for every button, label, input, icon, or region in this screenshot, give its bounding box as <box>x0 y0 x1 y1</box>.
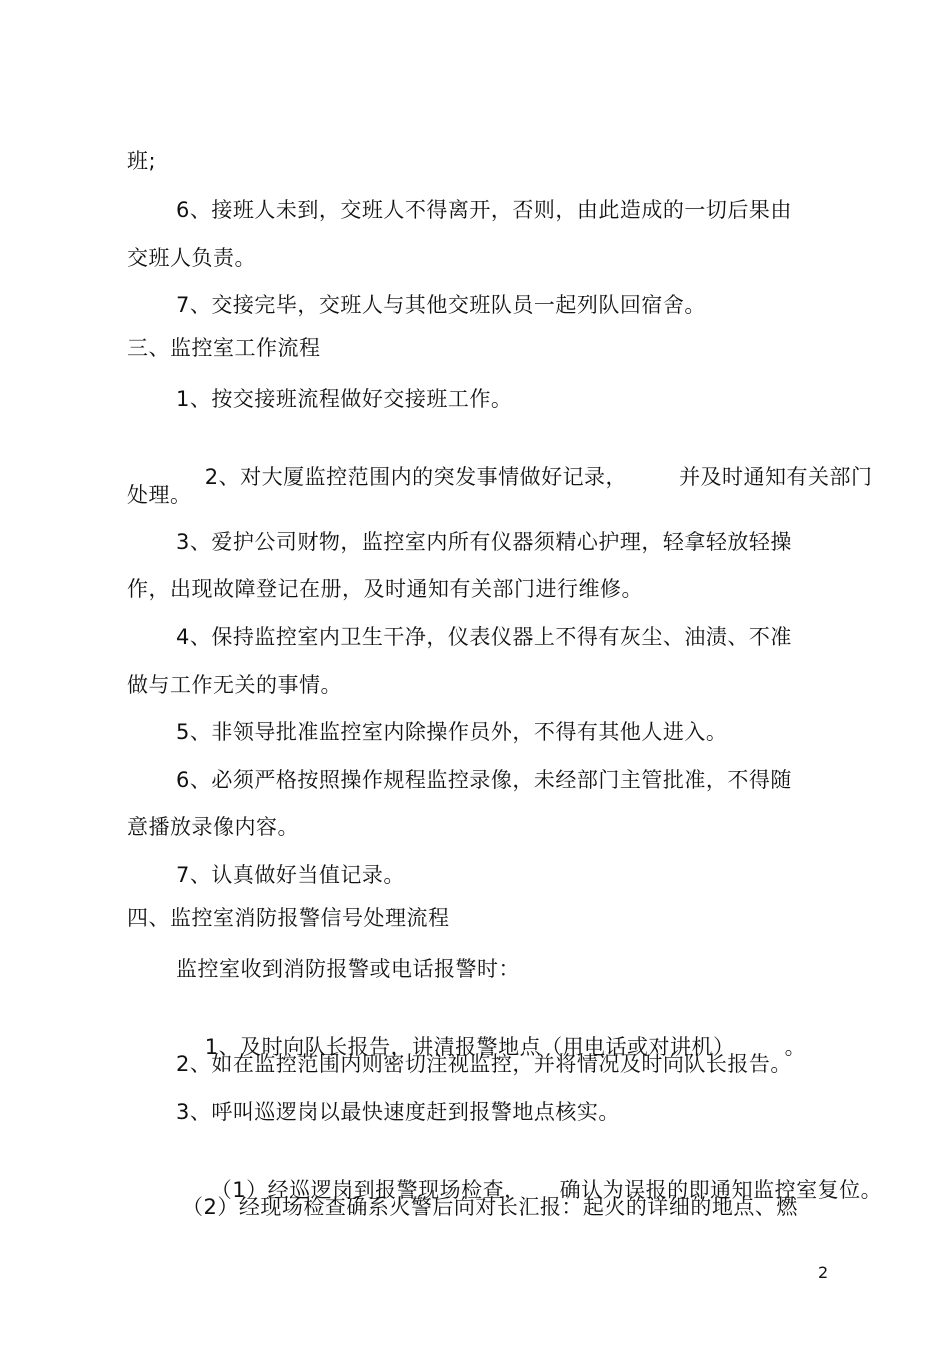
text-segment: 。 <box>784 1035 807 1059</box>
text-line <box>176 432 873 522</box>
text-line: （2）经现场检查确系火警后向对长汇报：起火的详细的地点、燃 <box>182 1195 798 1219</box>
text-line: 班; <box>127 149 157 173</box>
text-line: 做与工作无关的事情。 <box>127 673 342 697</box>
text-line: 6、必须严格按照操作规程监控录像，未经部门主管批准，不得随 <box>176 768 792 792</box>
text-line: 3、呼叫巡逻岗以最快速度赶到报警地点核实。 <box>176 1100 620 1124</box>
text-segment: 并及时通知有关部门 <box>679 465 873 489</box>
text-line: 2、如在监控范围内则密切注视监控，并将情况及时向队长报告。 <box>176 1052 792 1076</box>
text-line: 监控室收到消防报警或电话报警时： <box>176 957 520 981</box>
text-line: 1、按交接班流程做好交接班工作。 <box>176 387 513 411</box>
text-segment: （1）经巡逻岗到报警现场检查， <box>210 1178 526 1202</box>
text-line: 交班人负责。 <box>127 246 256 270</box>
page-number: 2 <box>818 1263 829 1282</box>
text-line: 7、认真做好当值记录。 <box>176 863 405 887</box>
text-segment: 1、及时向队长报告，讲清报警地点（用电话或对讲机） <box>204 1035 735 1059</box>
text-line: 4、保持监控室内卫生干净，仪表仪器上不得有灰尘、油渍、不准 <box>176 625 792 649</box>
text-line: 5、非领导批准监控室内除操作员外，不得有其他人进入。 <box>176 720 728 744</box>
section-heading: 三、监控室工作流程 <box>127 336 321 360</box>
text-line: 作，出现故障登记在册，及时通知有关部门进行维修。 <box>127 577 643 601</box>
text-line: 处理。 <box>127 483 192 507</box>
text-segment: 2、对大厦监控范围内的突发事情做好记录， <box>204 465 628 489</box>
section-heading: 四、监控室消防报警信号处理流程 <box>127 906 450 930</box>
text-line: 7、交接完毕，交班人与其他交班队员一起列队回宿舍。 <box>176 293 706 317</box>
text-line: 6、接班人未到，交班人不得离开，否则，由此造成的一切后果由 <box>176 198 792 222</box>
text-segment: 确认为误报的即通知监控室复位。 <box>559 1178 883 1202</box>
text-line: 意播放录像内容。 <box>127 815 299 839</box>
text-line: 3、爱护公司财物，监控室内所有仪器须精心护理，轻拿轻放轻操 <box>176 530 792 554</box>
